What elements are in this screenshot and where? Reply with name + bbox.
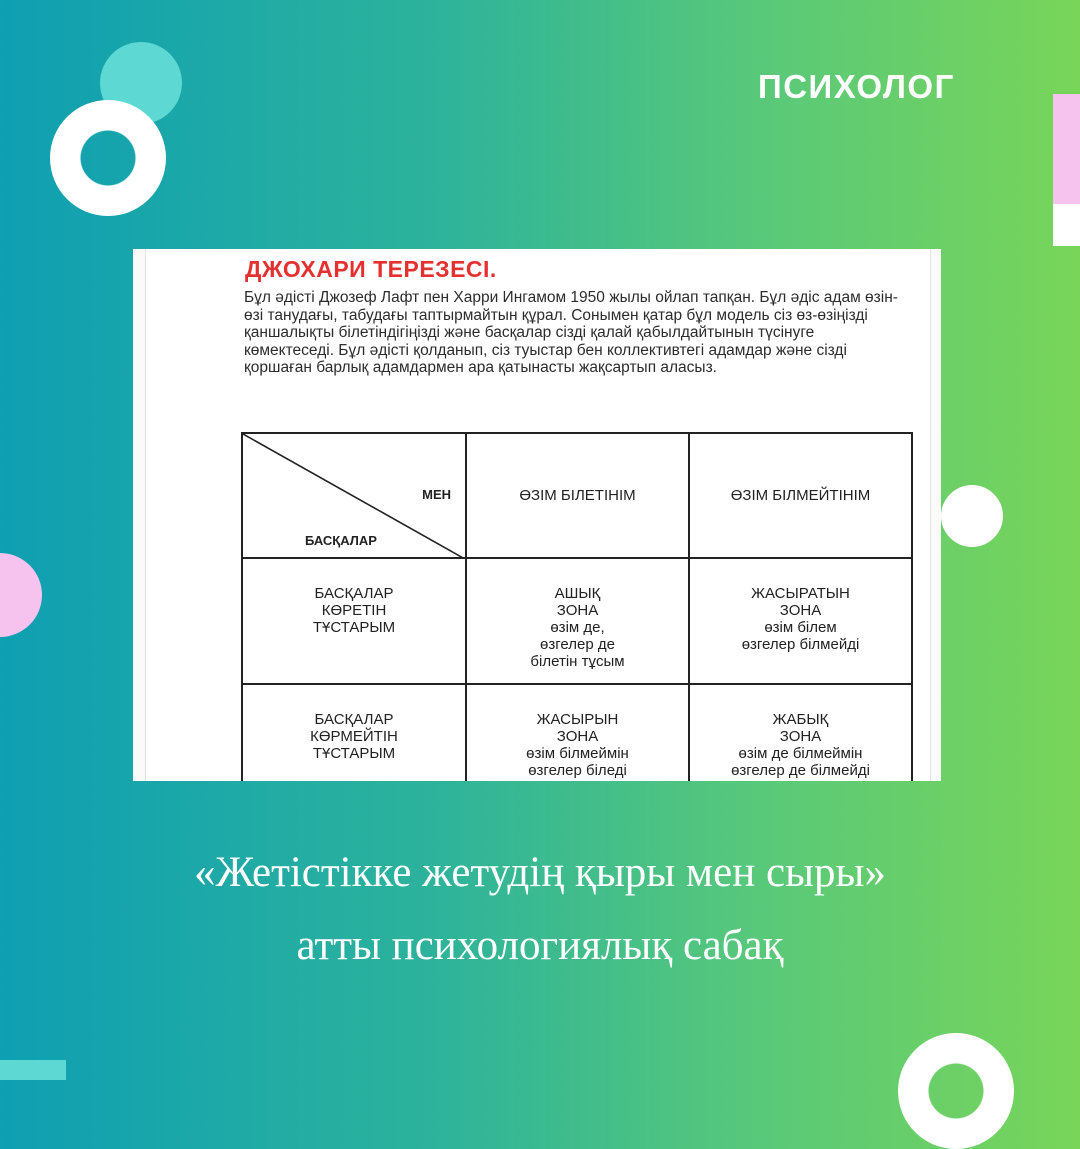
decor-pink-bar [1053,94,1080,204]
document-image [133,249,941,781]
caption-title: «Жетістікке жетудің қыры мен сыры» [194,849,886,896]
table-corner-cell [242,433,466,558]
zone-unknown: ЖАБЫҚ ЗОНА өзім де білмеймін өзгелер де білмейді [689,684,912,781]
document-title: ДЖОХАРИ ТЕРЕЗЕСІ. [245,256,497,282]
brand-label: ПСИХОЛОГ [758,68,955,105]
decor-white-ring [50,100,166,216]
decor-pink-circle [0,553,42,637]
caption-subtitle: атты психологиялық сабақ [296,922,784,969]
col-header-unknown: ӨЗІМ БІЛМЕЙТІНІМ [689,433,912,558]
corner-label-top: МЕН [422,487,451,502]
corner-label-bottom: БАСҚАЛАР [305,533,377,548]
decor-white-dot [941,485,1003,547]
col-header-known: ӨЗІМ БІЛЕТІНІМ [466,433,689,558]
row-header-unseen: БАСҚАЛАР КӨРМЕЙТІН ТҰСТАРЫМ [242,684,466,781]
zone-hidden-self: ЖАСЫРАТЫН ЗОНА өзім білем өзгелер білмейді [689,558,912,684]
zone-blind: ЖАСЫРЫН ЗОНА өзім білмеймін өзгелер біледі [466,684,689,781]
row-header-seen: БАСҚАЛАР КӨРЕТІН ТҰСТАРЫМ [242,558,466,684]
zone-open: АШЫҚ ЗОНА өзім де, өзгелер де білетін тұсым [466,558,689,684]
decor-cyan-bar [0,1060,66,1080]
johari-table [241,432,913,781]
document-paragraph: Бұл әдісті Джозеф Лафт пен Харри Ингамом 1950 жылы ойлап тапқан. Бұл әдіс адам өзін-өзі танудағы, табудағы таптырмайтын құрал. Сонымен қатар бұл модель сіз өз-өзіңізді қаншалықты білетіндігіңізді және басқалар сізді қалай қабылдайтынын түсінуге көмектеседі. Бұл әдісті қолданып, сіз туыстар бен коллективтегі адамдар және сізді қоршаған барлық адамдармен ара қатынасты жақсартып аласыз. [244,289,898,377]
decor-white-ring-bottom [898,1033,1014,1149]
decor-white-bar [1053,204,1080,246]
